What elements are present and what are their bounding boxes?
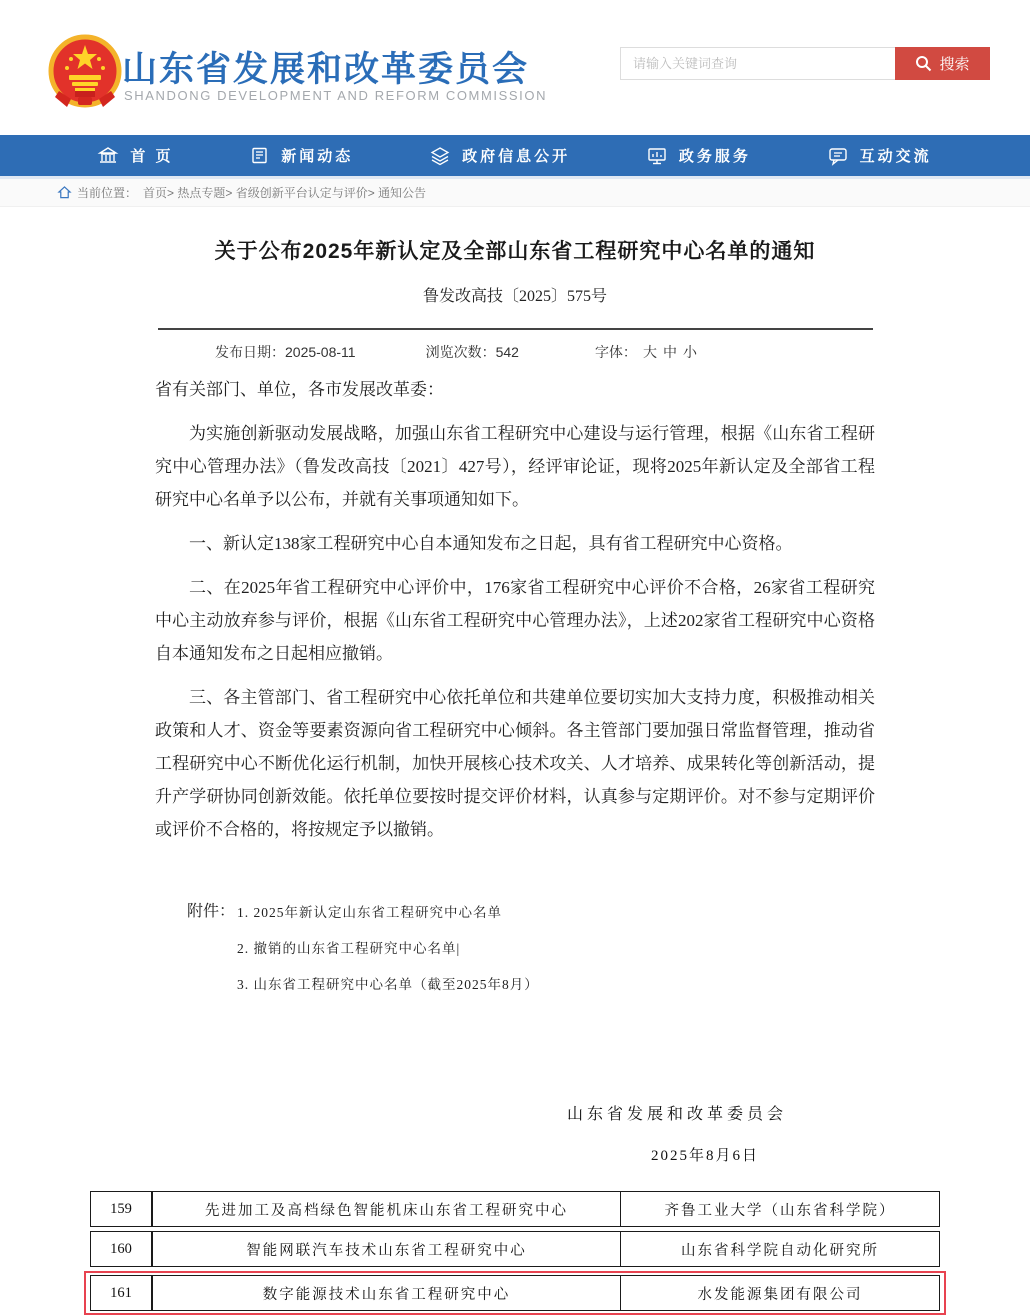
paragraph: 二、在2025年省工程研究中心评价中，176家省工程研究中心评价不合格，26家省工程研究中心主动放弃参与评价，根据《山东省工程研究中心管理办法》，上述202家省工程研究中心资格自本通知发布之日起相应撤销。: [155, 578, 875, 663]
document-number: 鲁发改高技〔2025〕575号: [422, 288, 607, 305]
paragraph: 为实施创新驱动发展战略，加强山东省工程研究中心建设与运行管理，根据《山东省工程研究中心管理办法》（鲁发改高技〔2021〕427号），经评审论证，现将2025年新认定及全部省工程研究中心名单予以公布，并就有关事项通知如下。: [155, 424, 875, 509]
salutation: 省有关部门、单位，各市发展改革委：: [155, 380, 444, 399]
search-button[interactable]: [895, 47, 990, 80]
center-name: 数字能源技术山东省工程研究中心: [153, 1276, 621, 1310]
font-size-large[interactable]: 大: [642, 344, 657, 360]
nav-label: 新闻动态: [281, 148, 354, 165]
site-header: [0, 0, 1030, 135]
nav-label: 政府信息公开: [462, 148, 571, 165]
row-number: 161: [91, 1276, 153, 1310]
nav-label: 政务服务: [678, 148, 751, 165]
font-size-medium[interactable]: 中: [662, 344, 677, 360]
article-meta: [155, 342, 875, 362]
attachment-link-2[interactable]: 2. 撤销的山东省工程研究中心名单|: [237, 941, 461, 956]
nav-item-news[interactable]: [250, 145, 353, 166]
signature-block: [155, 1101, 875, 1165]
nav-item-services[interactable]: [647, 145, 751, 166]
main-nav: [0, 135, 1030, 179]
search-icon: [915, 55, 932, 72]
org-name: 山东省科学院自动化研究所: [681, 1242, 879, 1259]
font-size-switcher: [589, 342, 697, 362]
attachment-link-1[interactable]: 1. 2025年新认定山东省工程研究中心名单: [237, 905, 502, 920]
center-name: 先进加工及高档绿色智能机床山东省工程研究中心: [153, 1192, 621, 1226]
national-emblem-logo: [45, 33, 125, 113]
font-size-small[interactable]: 小: [682, 344, 697, 360]
nav-item-home[interactable]: [98, 145, 173, 166]
view-count-label: 浏览次数：: [425, 344, 496, 360]
article: [155, 235, 875, 1165]
article-body: [155, 373, 875, 846]
org-name: 齐鲁工业大学（山东省科学院）: [664, 1202, 896, 1219]
view-count: [426, 342, 519, 362]
breadcrumb-label: 当前位置：: [77, 186, 138, 200]
paragraph: 一、新认定138家工程研究中心自本通知发布之日起，具有省工程研究中心资格。: [189, 534, 793, 553]
nav-label: 首 页: [130, 148, 174, 165]
news-icon: [250, 146, 269, 165]
site-title: 山东省发展和改革委员会: [122, 50, 530, 89]
search-button-label: 搜索: [939, 56, 970, 73]
attachments: [155, 898, 875, 1009]
org-name: 水发能源集团有限公司: [697, 1286, 863, 1303]
table-row-161: [90, 1275, 940, 1311]
attachments-label: 附件：: [187, 903, 236, 920]
font-size-label: 字体：: [594, 344, 637, 360]
monitor-icon: [647, 146, 667, 166]
nav-item-interaction[interactable]: [828, 145, 932, 166]
breadcrumb: [0, 179, 1030, 207]
bank-icon: [98, 146, 118, 166]
nav-label: 互动交流: [859, 148, 932, 165]
publish-date-value: 2025-08-11: [285, 344, 356, 360]
article-title: 关于公布2025年新认定及全部山东省工程研究中心名单的通知: [214, 240, 816, 263]
site-subtitle: SHANDONG DEVELOPMENT AND REFORM COMMISSION: [124, 88, 548, 103]
search-input[interactable]: [620, 47, 895, 80]
breadcrumb-path[interactable]: 首页> 热点专题> 省级创新平台认定与评价> 通知公告: [143, 186, 427, 200]
chat-icon: [828, 146, 848, 166]
paragraph: 三、各主管部门、省工程研究中心依托单位和共建单位要切实加大支持力度，积极推动相关政策和人才、资金等要素资源向省工程研究中心倾斜。各主管部门要加强日常监督管理，推动省工程研究中心不断优化运行机制，加快开展核心技术攻关、人才培养、成果转化等创新活动，提升产学研协同创新效能。依托单位要按时提交评价材料，认真参与定期评价。对不参与定期评价或评价不合格的，将按规定予以撤销。: [155, 688, 875, 839]
signature-date: 2025年8月6日: [650, 1148, 759, 1164]
center-name: 智能网联汽车技术山东省工程研究中心: [153, 1232, 621, 1266]
divider: [158, 328, 873, 330]
search-bar: [620, 47, 990, 80]
signature-org: 山东省发展和改革委员会: [566, 1106, 787, 1123]
attachment-link-3[interactable]: 3. 山东省工程研究中心名单（截至2025年8月）: [237, 977, 539, 992]
table-row-159: [90, 1191, 940, 1227]
row-number: 160: [91, 1232, 153, 1266]
home-icon: [58, 186, 71, 199]
table-row-160: [90, 1231, 940, 1267]
highlight-box: [84, 1271, 946, 1315]
row-number: 159: [91, 1192, 153, 1226]
layers-icon: [430, 146, 450, 166]
nav-item-gov-info[interactable]: [430, 145, 570, 166]
publish-date: [215, 342, 356, 362]
centers-table: [90, 1191, 940, 1315]
publish-date-label: 发布日期：: [215, 344, 285, 360]
view-count-value: 542: [495, 344, 519, 360]
